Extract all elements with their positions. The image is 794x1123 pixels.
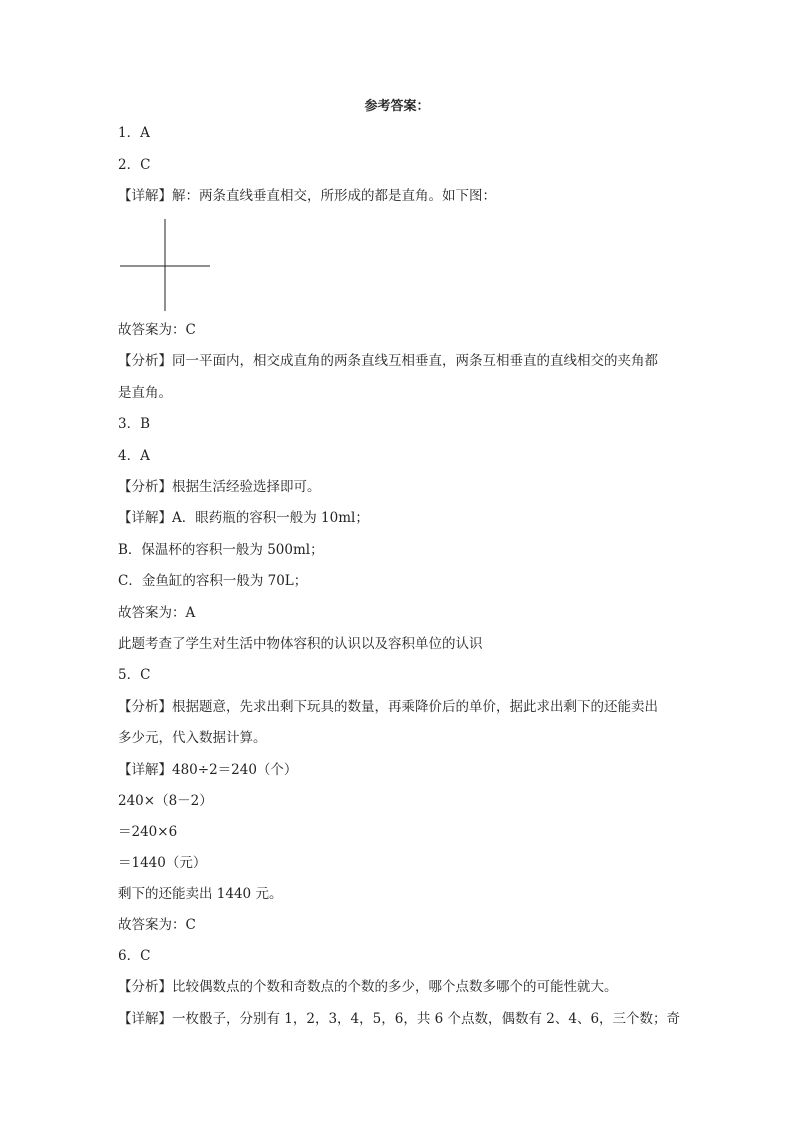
explanation-line: C．金鱼缸的容积一般为 70L； — [118, 573, 308, 589]
perpendicular-lines-figure — [118, 219, 212, 311]
explanation-line: 【详解】A．眼药瓶的容积一般为 10ml； — [118, 510, 369, 526]
explanation-line: 【详解】一枚骰子，分别有 1，2，3，4，5，6，共 6 个点数，偶数有 2、4、6，三个数；奇 — [118, 1011, 681, 1027]
explanation-line: B．保温杯的容积一般为 500ml； — [118, 542, 324, 558]
explanation-line: 剩下的还能卖出 1440 元。 — [118, 886, 283, 902]
page-title: 参考答案： — [364, 99, 430, 114]
explanation-line: 【分析】同一平面内，相交成直角的两条直线互相垂直，两条互相垂直的直线相交的夹角都 — [118, 353, 658, 369]
calculation-line: ＝240×6 — [118, 824, 178, 840]
answer-line: 故答案为：C — [118, 917, 196, 933]
answer-line: 1．A — [118, 125, 150, 141]
calculation-line: 240×（8－2） — [118, 793, 213, 809]
explanation-line: 【分析】根据题意，先求出剩下玩具的数量，再乘降价后的单价，据此求出剩下的还能卖出 — [118, 699, 658, 715]
answer-line: 3．B — [118, 416, 151, 432]
answer-line: 2．C — [118, 157, 151, 173]
explanation-line: 【分析】根据生活经验选择即可。 — [118, 479, 321, 495]
explanation-line: 【详解】解：两条直线垂直相交，所形成的都是直角。如下图： — [118, 188, 496, 204]
answer-line: 6．C — [118, 948, 151, 964]
answer-line: 故答案为：A — [118, 605, 196, 621]
explanation-line: 【分析】比较偶数点的个数和奇数点的个数的多少，哪个点数多哪个的可能性就大。 — [118, 979, 618, 995]
answer-line: 故答案为：C — [118, 322, 196, 338]
calculation-line: ＝1440（元） — [118, 855, 207, 871]
calculation-line: 【详解】480÷2＝240（个） — [118, 762, 298, 778]
answer-line: 4．A — [118, 448, 150, 464]
explanation-line: 此题考查了学生对生活中物体容积的认识以及容积单位的认识 — [118, 636, 483, 652]
answer-line: 5．C — [118, 667, 151, 683]
explanation-line: 多少元，代入数据计算。 — [118, 730, 267, 746]
explanation-line: 是直角。 — [118, 385, 172, 401]
